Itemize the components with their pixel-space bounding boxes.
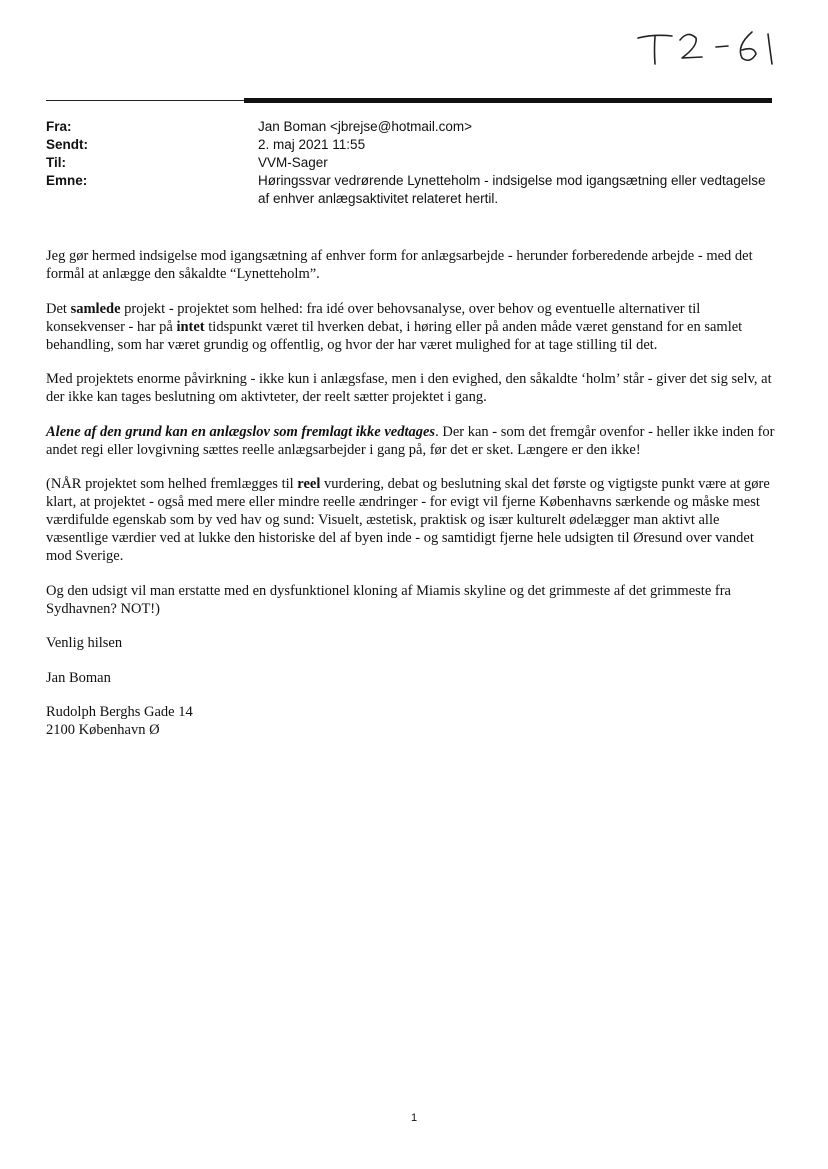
sent-row: [46, 136, 766, 154]
subject-value: Høringssvar vedrørende Lynetteholm - indsigelse mod igangsætning eller vedtagelse af enhver anlægsaktivitet relateret hertil.: [258, 173, 766, 206]
handwritten-reference-stamp: [634, 24, 784, 72]
from-value: Jan Boman <jbrejse@hotmail.com>: [258, 119, 473, 134]
paragraph-4: [46, 423, 778, 459]
paragraph-6: Og den udsigt vil man erstatte med en dysfunktionel kloning af Miamis skyline og det grimmeste af det grimmeste fra Sydhavnen? NOT!): [46, 582, 731, 617]
paragraph-4-rest: . Der kan - som det fremgår ovenfor - heller ikke inden for andet regi eller lovgivning sættes reelle anlægsarbejder i gang på, før det er sket. Længere er den ikke!: [46, 423, 775, 458]
to-value: VVM-Sager: [258, 155, 328, 170]
to-label: Til:: [46, 155, 66, 170]
paragraph-5-emphasis-reel: reel: [297, 476, 321, 492]
sent-value: 2. maj 2021 11:55: [258, 137, 366, 152]
paragraph-3: Med projektets enorme påvirkning - ikke kun i anlægsfase, men i den evighed, den såkaldte ‘holm’ står - giver det sig selv, at der ikke kan tages beslutning om aktivteter, der reelt sætter projektet i gang.: [46, 371, 772, 405]
paragraph-5: [46, 475, 778, 565]
from-row: [46, 118, 766, 136]
email-header: [46, 118, 766, 208]
to-row: [46, 154, 766, 172]
address-line-2: 2100 København Ø: [46, 722, 160, 738]
paragraph-4-emphasis: Alene af den grund kan en anlægslov som fremlagt ikke vedtages: [46, 423, 436, 440]
closing: Venlig hilsen: [46, 635, 123, 651]
subject-label: Emne:: [46, 173, 88, 188]
paragraph-2-part-a: Det: [46, 300, 71, 317]
paragraph-2-part-e: tidspunkt været til hverken debat, i høring eller på anden måde været genstand for en samlet behandling, som har været grundig og offentlig, og hvor der har været mulighed for at tage stilling til det.: [46, 318, 743, 353]
paragraph-2: [46, 300, 778, 354]
sent-label: Sendt:: [46, 137, 88, 152]
email-body: [46, 247, 778, 739]
sender-address: [46, 703, 778, 739]
address-line-1: Rudolph Berghs Gade 14: [46, 704, 193, 720]
paragraph-5-part-a: (NÅR projektet som helhed fremlægges til: [46, 476, 298, 492]
header-rule-thick: [244, 98, 772, 103]
paragraph-5-part-c: vurdering, debat og beslutning skal det første og vigtigste punkt være at gøre klart, at projektet - også med mere eller mindre reelle ændringer - for evigt vil fjerne Københavns særkende og måske mest værdifulde egenskab som by ved hav og sund: Visuelt, æstetisk, praktisk og især kulturelt ødelægger man aktivt alle væsentlige værdier ved at lukke den historiske del af byen inde - og samtidigt fjerne hele udsigten til Øresund over vandet mod Sverige.: [46, 476, 770, 564]
page-number: 1: [410, 1112, 418, 1124]
handwritten-stamp-drawing: [634, 24, 784, 72]
header-rule-thin: [46, 100, 244, 101]
paragraph-2-emphasis-samlede: samlede: [70, 300, 121, 317]
signature: Jan Boman: [46, 669, 111, 686]
paragraph-2-emphasis-intet: intet: [176, 318, 205, 335]
paragraph-1: Jeg gør hermed indsigelse mod igangsætning af enhver form for anlægsarbejde - herunder forberedende arbejde - med det formål at anlægge den såkaldte “Lynetteholm”.: [46, 248, 753, 282]
paragraph-2-part-c: projekt - projektet som helhed: fra idé over behovsanalyse, over behov og eventuelle alternativer til konsekvenser - har på: [46, 300, 701, 335]
from-label: Fra:: [46, 119, 72, 134]
subject-row: [46, 172, 766, 208]
